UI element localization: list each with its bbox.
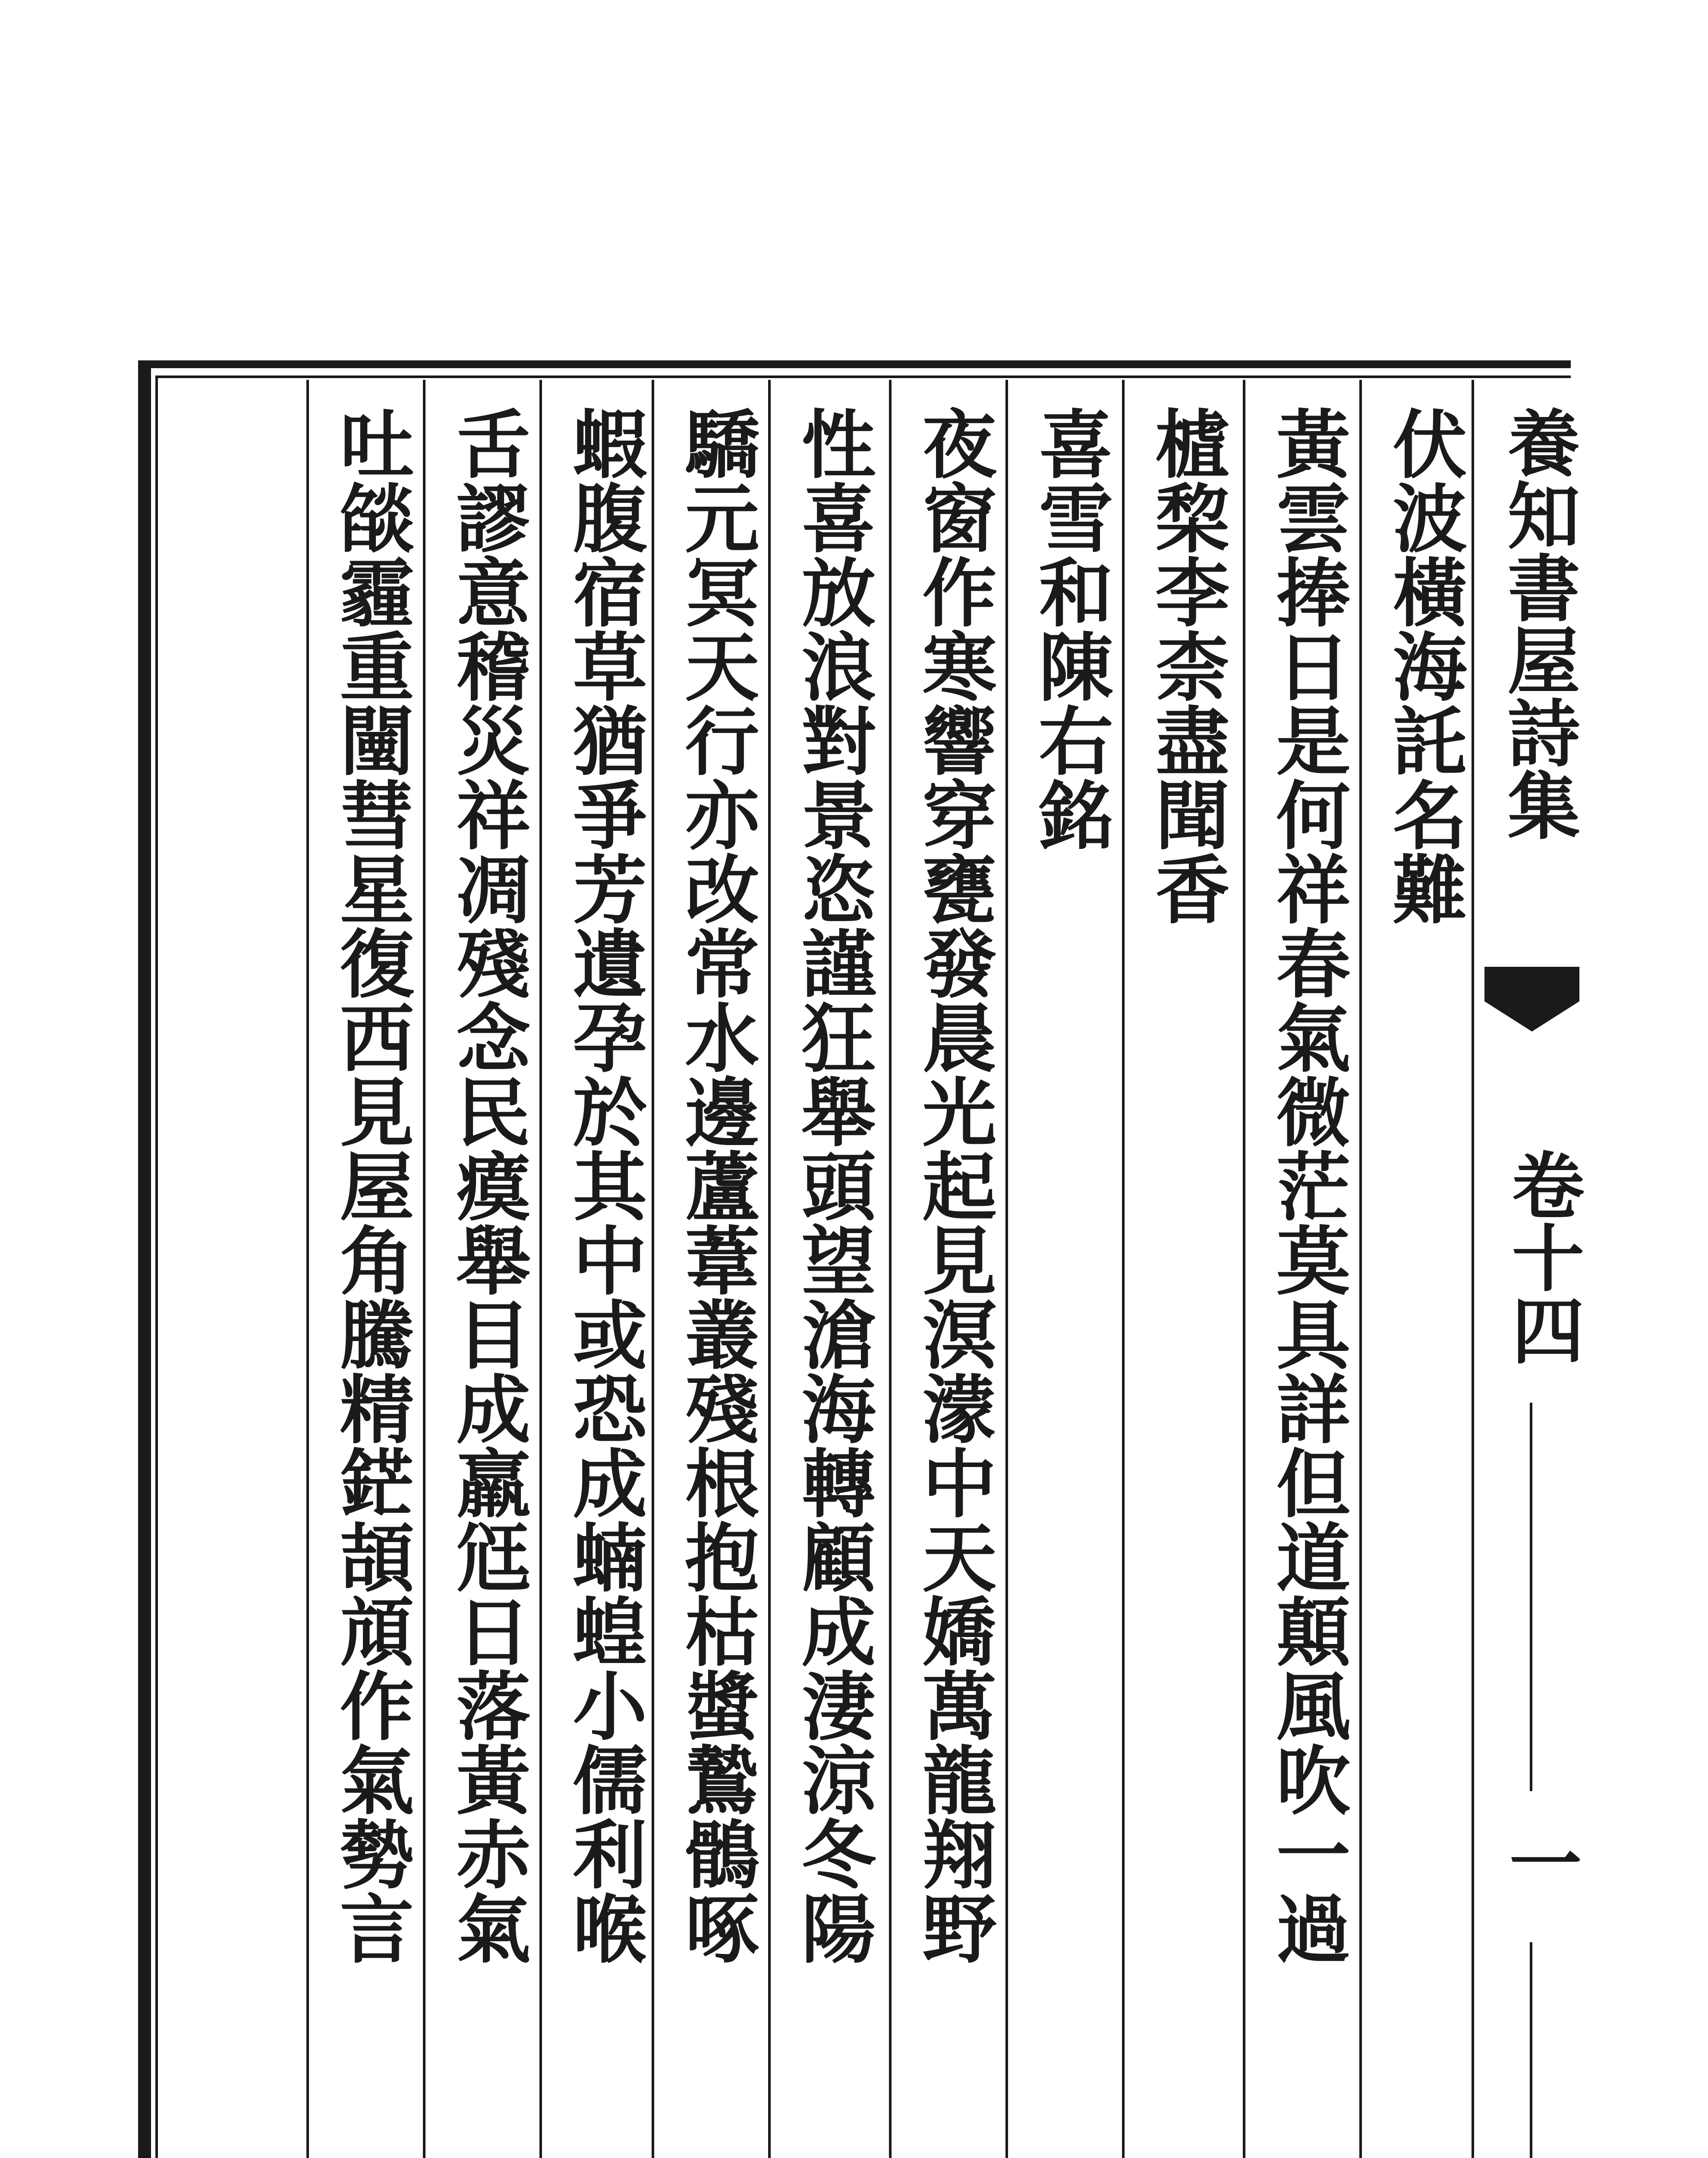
column-rule (889, 380, 892, 2158)
book-title: 養知書屋詩集 (1496, 406, 1581, 841)
text-column-5: 夜窗作寒響穿甕發晨光起見溟濛中天嬌萬龍翔野 (910, 406, 998, 1965)
column-rule (539, 380, 542, 2158)
text-column-7: 驕元冥天行亦改常水邊蘆葦叢殘根抱枯螿鷙鶻啄 (673, 406, 760, 1965)
text-column-3: 樝棃李柰盡聞香 (1143, 406, 1231, 925)
text-column-2: 黃雲捧日是何祥春氣微茫莫具詳但道顛風吹一過 (1264, 406, 1352, 1965)
spine-rule-lower (1530, 1942, 1532, 2158)
text-column-6: 性喜放浪對景恣謹狂舉頭望滄海轉顧成淒涼冬陽 (789, 406, 877, 1965)
text-column-9: 舌謬意稽災祥凋殘念民瘼舉目成羸尩日落黃赤氣 (444, 406, 532, 1965)
column-rule (768, 380, 771, 2158)
column-rule (652, 380, 654, 2158)
fish-tail-mark (1476, 967, 1588, 1036)
column-rule (1005, 380, 1008, 2158)
page-number: 一 (1497, 1826, 1583, 1898)
spine-rule-upper (1530, 1403, 1532, 1791)
text-column-10: 吐燄霾重闉彗星復西見屋角騰精鋩頡頏作氣勢言 (328, 406, 415, 1965)
column-rule (423, 380, 425, 2158)
column-rule (1122, 380, 1125, 2158)
text-column-4: 喜雪和陳右銘 (1027, 406, 1114, 851)
column-rule (1243, 380, 1245, 2158)
text-column-8: 蝦腹宿草猶爭芳遺孕於其中或恐成蝻蝗小儒利喉 (561, 406, 648, 1965)
column-rule (1472, 380, 1474, 2158)
volume-label: 卷十四 (1500, 1148, 1585, 1366)
column-rule (306, 380, 309, 2158)
text-column-1: 伏波橫海託名難 (1380, 406, 1468, 925)
column-rule (1359, 380, 1362, 2158)
